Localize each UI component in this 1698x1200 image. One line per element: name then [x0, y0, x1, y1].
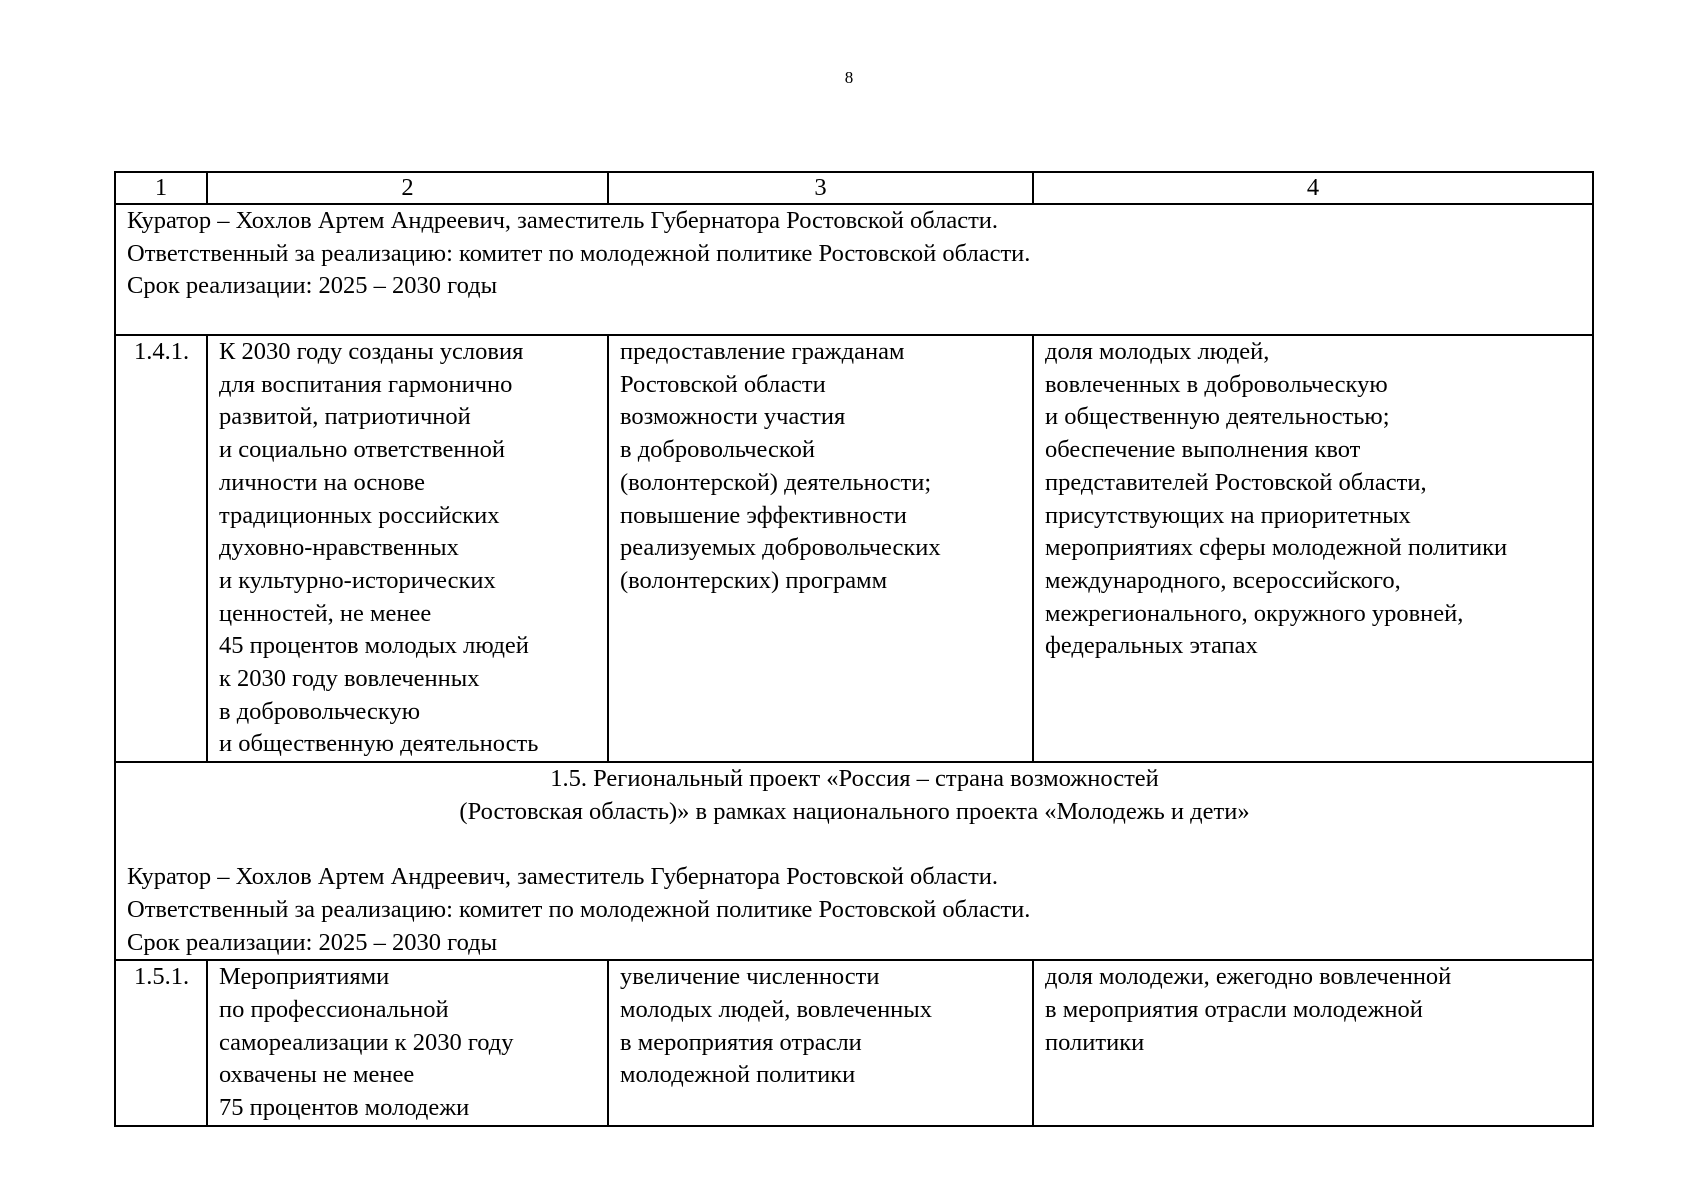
- goal-line: и социально ответственной: [219, 436, 505, 464]
- goal-line: и культурно-исторических: [219, 566, 496, 594]
- column-number-1: 1: [115, 172, 207, 204]
- goal-cell: [207, 335, 608, 762]
- indicator-cell: [1033, 960, 1593, 1126]
- indicator-line: политики: [1045, 1028, 1145, 1056]
- table-row: [115, 960, 1593, 1126]
- program-table: [114, 171, 1594, 1127]
- indicator-line: федеральных этапах: [1045, 632, 1258, 660]
- task-line: реализуемых добровольческих: [620, 534, 941, 562]
- row-code: 1.5.1.: [115, 960, 207, 1126]
- goal-line: Мероприятиями: [219, 963, 390, 991]
- task-line: молодежной политики: [620, 1061, 856, 1089]
- indicator-line: присутствующих на приоритетных: [1045, 501, 1411, 529]
- indicator-line: вовлеченных в добровольческую: [1045, 370, 1388, 398]
- project-info-cell: [115, 204, 1593, 335]
- task-line: Ростовской области: [620, 370, 826, 398]
- indicator-line: представителей Ростовской области,: [1045, 468, 1427, 496]
- task-cell: [608, 960, 1033, 1126]
- goal-line: 75 процентов молодежи: [219, 1094, 470, 1122]
- goal-line: традиционных российских: [219, 501, 500, 529]
- goal-line: развитой, патриотичной: [219, 403, 471, 431]
- task-line: в добровольческой: [620, 436, 815, 464]
- goal-line: самореализации к 2030 году: [219, 1028, 514, 1056]
- goal-line: охвачены не менее: [219, 1061, 415, 1089]
- indicator-line: обеспечение выполнения квот: [1045, 436, 1361, 464]
- term-text: Срок реализации: 2025 – 2030 годы: [127, 272, 498, 300]
- spacer: [127, 829, 1582, 862]
- goal-line: 45 процентов молодых людей: [219, 632, 529, 660]
- indicator-line: и общественную деятельностью;: [1045, 403, 1390, 431]
- task-cell: [608, 335, 1033, 762]
- column-number-3: 3: [608, 172, 1033, 204]
- task-line: возможности участия: [620, 403, 846, 431]
- section-title-line-2: (Ростовская область)» в рамках национального проекта «Молодежь и дети»: [459, 797, 1250, 825]
- responsible-text: Ответственный за реализацию: комитет по молодежной политике Ростовской области.: [127, 239, 1031, 267]
- column-number-2: 2: [207, 172, 608, 204]
- indicator-line: доля молодежи, ежегодно вовлеченной: [1045, 963, 1452, 991]
- goal-line: ценностей, не менее: [219, 599, 432, 627]
- term-text: Срок реализации: 2025 – 2030 годы: [127, 928, 498, 956]
- indicator-line: международного, всероссийского,: [1045, 566, 1401, 594]
- curator-text: Куратор – Хохлов Артем Андреевич, заместитель Губернатора Ростовской области.: [127, 863, 999, 891]
- row-code: 1.4.1.: [115, 335, 207, 762]
- column-number-4: 4: [1033, 172, 1593, 204]
- task-line: в мероприятия отрасли: [620, 1028, 862, 1056]
- goal-line: по профессиональной: [219, 996, 449, 1024]
- goal-line: для воспитания гармонично: [219, 370, 513, 398]
- goal-line: личности на основе: [219, 468, 425, 496]
- task-line: предоставление гражданам: [620, 338, 905, 365]
- project-info-row: [115, 204, 1593, 335]
- indicator-cell: [1033, 335, 1593, 762]
- goal-line: к 2030 году вовлеченных: [219, 665, 480, 693]
- section-title-line-1: 1.5. Региональный проект «Россия – страна возможностей: [550, 765, 1159, 793]
- indicator-line: в мероприятия отрасли молодежной: [1045, 996, 1423, 1024]
- table-row: [115, 335, 1593, 762]
- section-header-cell: [115, 762, 1593, 960]
- goal-line: К 2030 году созданы условия: [219, 338, 524, 365]
- page-number: 8: [844, 68, 854, 87]
- task-line: молодых людей, вовлеченных: [620, 996, 933, 1024]
- task-line: повышение эффективности: [620, 501, 907, 529]
- responsible-text: Ответственный за реализацию: комитет по молодежной политике Ростовской области.: [127, 895, 1031, 923]
- task-line: (волонтерской) деятельности;: [620, 468, 932, 496]
- task-line: (волонтерских) программ: [620, 566, 888, 594]
- indicator-line: межрегионального, окружного уровней,: [1045, 599, 1464, 627]
- goal-cell: [207, 960, 608, 1126]
- task-line: увеличение численности: [620, 963, 880, 991]
- indicator-line: мероприятиях сферы молодежной политики: [1045, 534, 1508, 562]
- goal-line: и общественную деятельность: [219, 730, 539, 758]
- curator-text: Куратор – Хохлов Артем Андреевич, заместитель Губернатора Ростовской области.: [127, 207, 999, 234]
- section-header-row: [115, 762, 1593, 960]
- goal-line: в добровольческую: [219, 697, 421, 725]
- indicator-line: доля молодых людей,: [1045, 338, 1270, 365]
- goal-line: духовно-нравственных: [219, 534, 459, 562]
- column-number-row: [115, 172, 1593, 204]
